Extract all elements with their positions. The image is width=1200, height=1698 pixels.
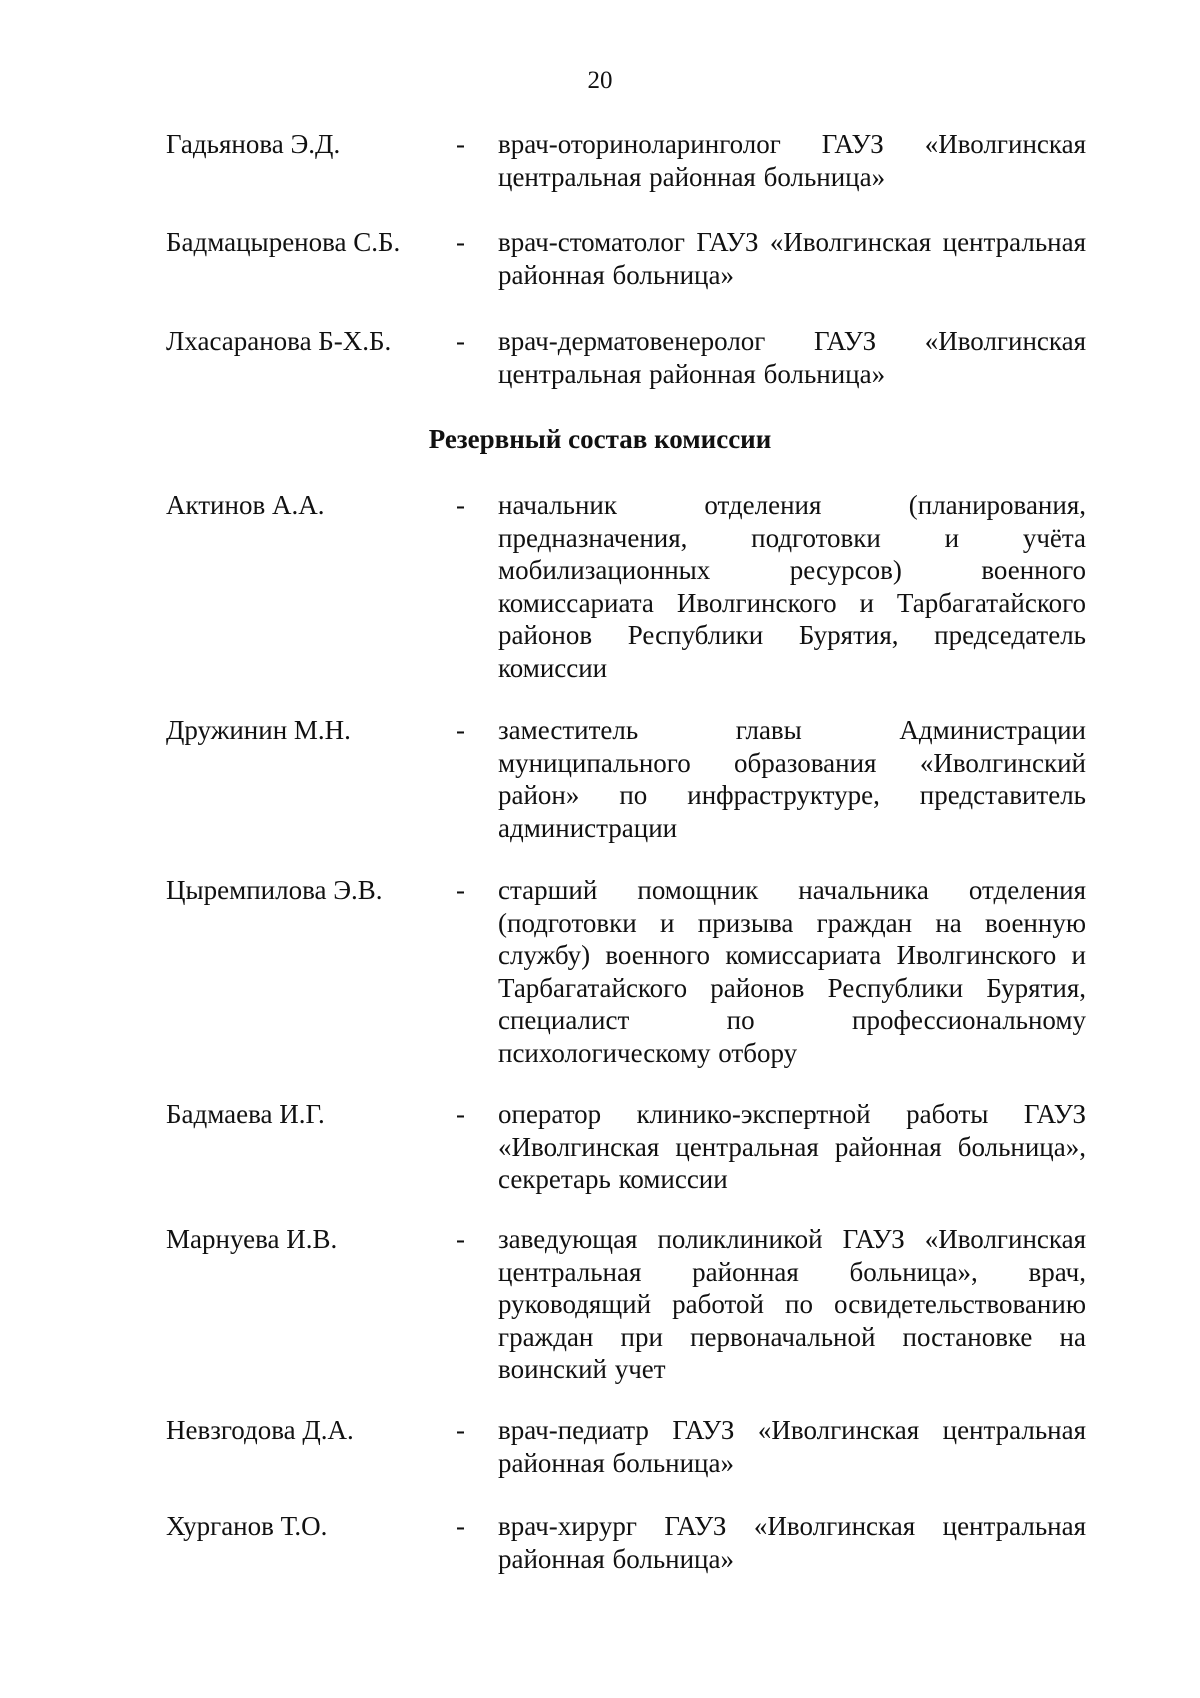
member-position: начальник отделения (планирования, предназначения, подготовки и учёта мобилизационных ресурсов) военного комиссариата Иволгинского и Тарбагатайского районов Республики Бурятия, председатель комиссии — [498, 490, 1086, 683]
member-name: Невзгодова Д.А. — [166, 1415, 354, 1445]
member-position: оператор клинико-экспертной работы ГАУЗ «Иволгинская центральная районная больница», секретарь комиссии — [498, 1099, 1086, 1194]
member-position: старший помощник начальника отделения (подготовки и призыва граждан на военную службу) военного комиссариата Иволгинского и Тарбагатайского районов Республики Бурятия, специалист по профессиональному психологическому отбору — [498, 875, 1086, 1068]
member-name: Гадьянова Э.Д. — [166, 129, 341, 159]
member-position: заведующая поликлиникой ГАУЗ «Иволгинская центральная районная больница», врач, руководящий работой по освидетельствованию граждан при первоначальной постановке на воинский учет — [498, 1224, 1086, 1384]
member-entry — [166, 226, 1086, 291]
reserve-member-entry — [166, 1098, 1086, 1196]
member-dash: - — [456, 227, 465, 257]
section-title: Резервный состав комиссии — [428, 424, 772, 454]
member-dash: - — [456, 715, 465, 745]
reserve-member-entry — [166, 1414, 1086, 1479]
member-entry — [166, 128, 1086, 193]
member-name: Хурганов Т.О. — [166, 1511, 328, 1541]
member-entry — [166, 325, 1086, 390]
reserve-member-entry — [166, 874, 1086, 1069]
member-dash: - — [456, 326, 465, 356]
member-name: Бадмацыренова С.Б. — [166, 227, 401, 257]
member-name: Цыремпилова Э.В. — [166, 875, 383, 905]
member-name: Лхасаранова Б-Х.Б. — [166, 326, 392, 356]
member-name: Марнуева И.В. — [166, 1224, 338, 1254]
member-dash: - — [456, 875, 465, 905]
reserve-member-entry — [166, 1223, 1086, 1386]
member-dash: - — [456, 490, 465, 520]
member-dash: - — [456, 1224, 465, 1254]
member-name: Актинов А.А. — [166, 490, 325, 520]
member-dash: - — [456, 129, 465, 159]
reserve-member-entry — [166, 714, 1086, 844]
page-number: 20 — [587, 67, 613, 94]
member-dash: - — [456, 1511, 465, 1541]
reserve-member-entry — [166, 489, 1086, 684]
member-position: врач-дерматовенеролог ГАУЗ «Иволгинская центральная районная больница» — [498, 326, 1086, 389]
member-dash: - — [456, 1415, 465, 1445]
member-position: врач-стоматолог ГАУЗ «Иволгинская центральная районная больница» — [498, 227, 1086, 290]
member-name: Бадмаева И.Г. — [166, 1099, 325, 1129]
member-position: врач-оториноларинголог ГАУЗ «Иволгинская центральная районная больница» — [498, 129, 1086, 192]
member-name: Дружинин М.Н. — [166, 715, 351, 745]
reserve-member-entry — [166, 1510, 1086, 1575]
member-position: врач-педиатр ГАУЗ «Иволгинская центральная районная больница» — [498, 1415, 1086, 1478]
member-position: врач-хирург ГАУЗ «Иволгинская центральная районная больница» — [498, 1511, 1086, 1574]
member-dash: - — [456, 1099, 465, 1129]
member-position: заместитель главы Администрации муниципального образования «Иволгинский район» по инфраструктуре, представитель администрации — [498, 715, 1086, 843]
